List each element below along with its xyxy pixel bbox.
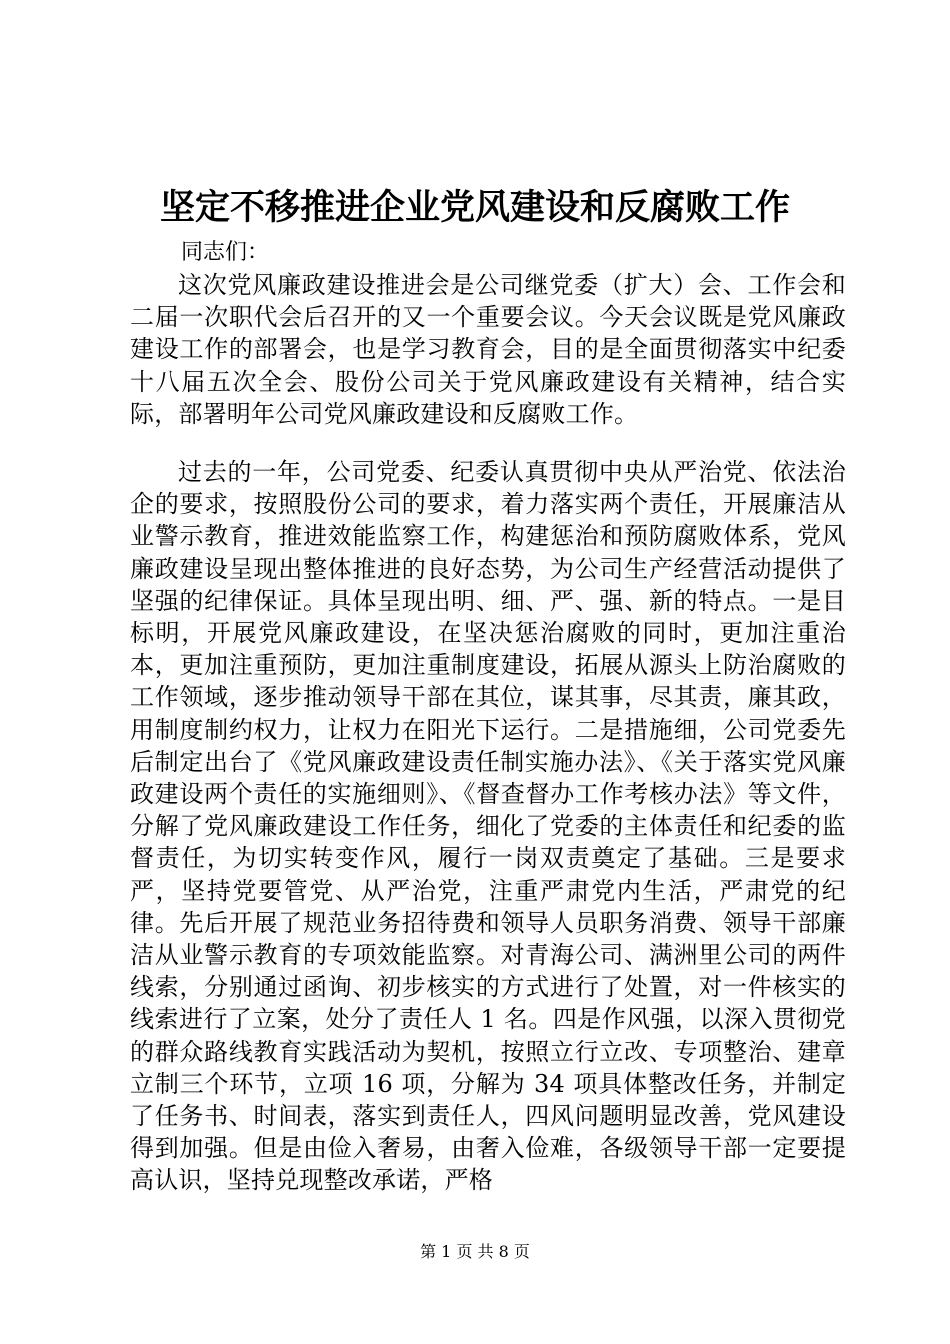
page-footer: 第 1 页 共 8 页 <box>420 1242 530 1261</box>
document-title: 坚定不移推进企业党风建设和反腐败工作 <box>159 187 790 228</box>
document-body <box>130 237 846 1197</box>
salutation: 同志们： <box>181 240 270 265</box>
paragraph-review: 过去的一年，公司党委、纪委认真贯彻中央从严治党、依法治企的要求，按照股份公司的要求，着力落实两个责任，开展廉洁从业警示教育，推进效能监察工作，构建惩治和预防腐败体系，党风廉政建设呈现出整体推进的良好态势，为公司生产经营活动提供了坚强的纪律保证。具体呈现出明、细、严、强、新的特点。一是目标明，开展党风廉政建设，在坚决惩治腐败的同时，更加注重治本，更加注重预防，更加注重制度建设，拓展从源头上防治腐败的工作领域，逐步推动领导干部在其位，谋其事，尽其责，廉其政，用制度制约权力，让权力在阳光下运行。二是措施细，公司党委先后制定出台了《党风廉政建设责任制实施办法》、《关于落实党风廉政建设两个责任的实施细则》、《督查督办工作考核办法》等文件，分解了党风廉政建设工作任务，细化了党委的主体责任和纪委的监督责任，为切实转变作风，履行一岗双责奠定了基础。三是要求严，坚持党要管党、从严治党，注重严肃党内生活，严肃党的纪律。先后开展了规范业务招待费和领导人员职务消费、领导干部廉洁从业警示教育的专项效能监察。对青海公司、满洲里公司的两件线索，分别通过函询、初步核实的方式进行了处置，对一件核实的线索进行了立案，处分了责任人 1 名。四是作风强，以深入贯彻党的群众路线教育实践活动为契机，按照立行立改、专项整治、建章立制三个环节，立项 16 项，分解为 34 项具体整改任务，并制定了任务书、时间表，落实到责任人，四风问题明显改善，党风建设得到加强。但是由俭入奢易，由奢入俭难，各级领导干部一定要提高认识，坚持兑现整改承诺，严格 <box>130 458 846 1195</box>
paragraph-intro: 这次党风廉政建设推进会是公司继党委（扩大）会、工作会和二届一次职代会后召开的又一个重要会议。今天会议既是党风廉政建设工作的部署会，也是学习教育会，目的是全面贯彻落实中纪委十八届五次全会、股份公司关于党风廉政建设有关精神，结合实际，部署明年公司党风廉政建设和反腐败工作。 <box>130 271 846 428</box>
